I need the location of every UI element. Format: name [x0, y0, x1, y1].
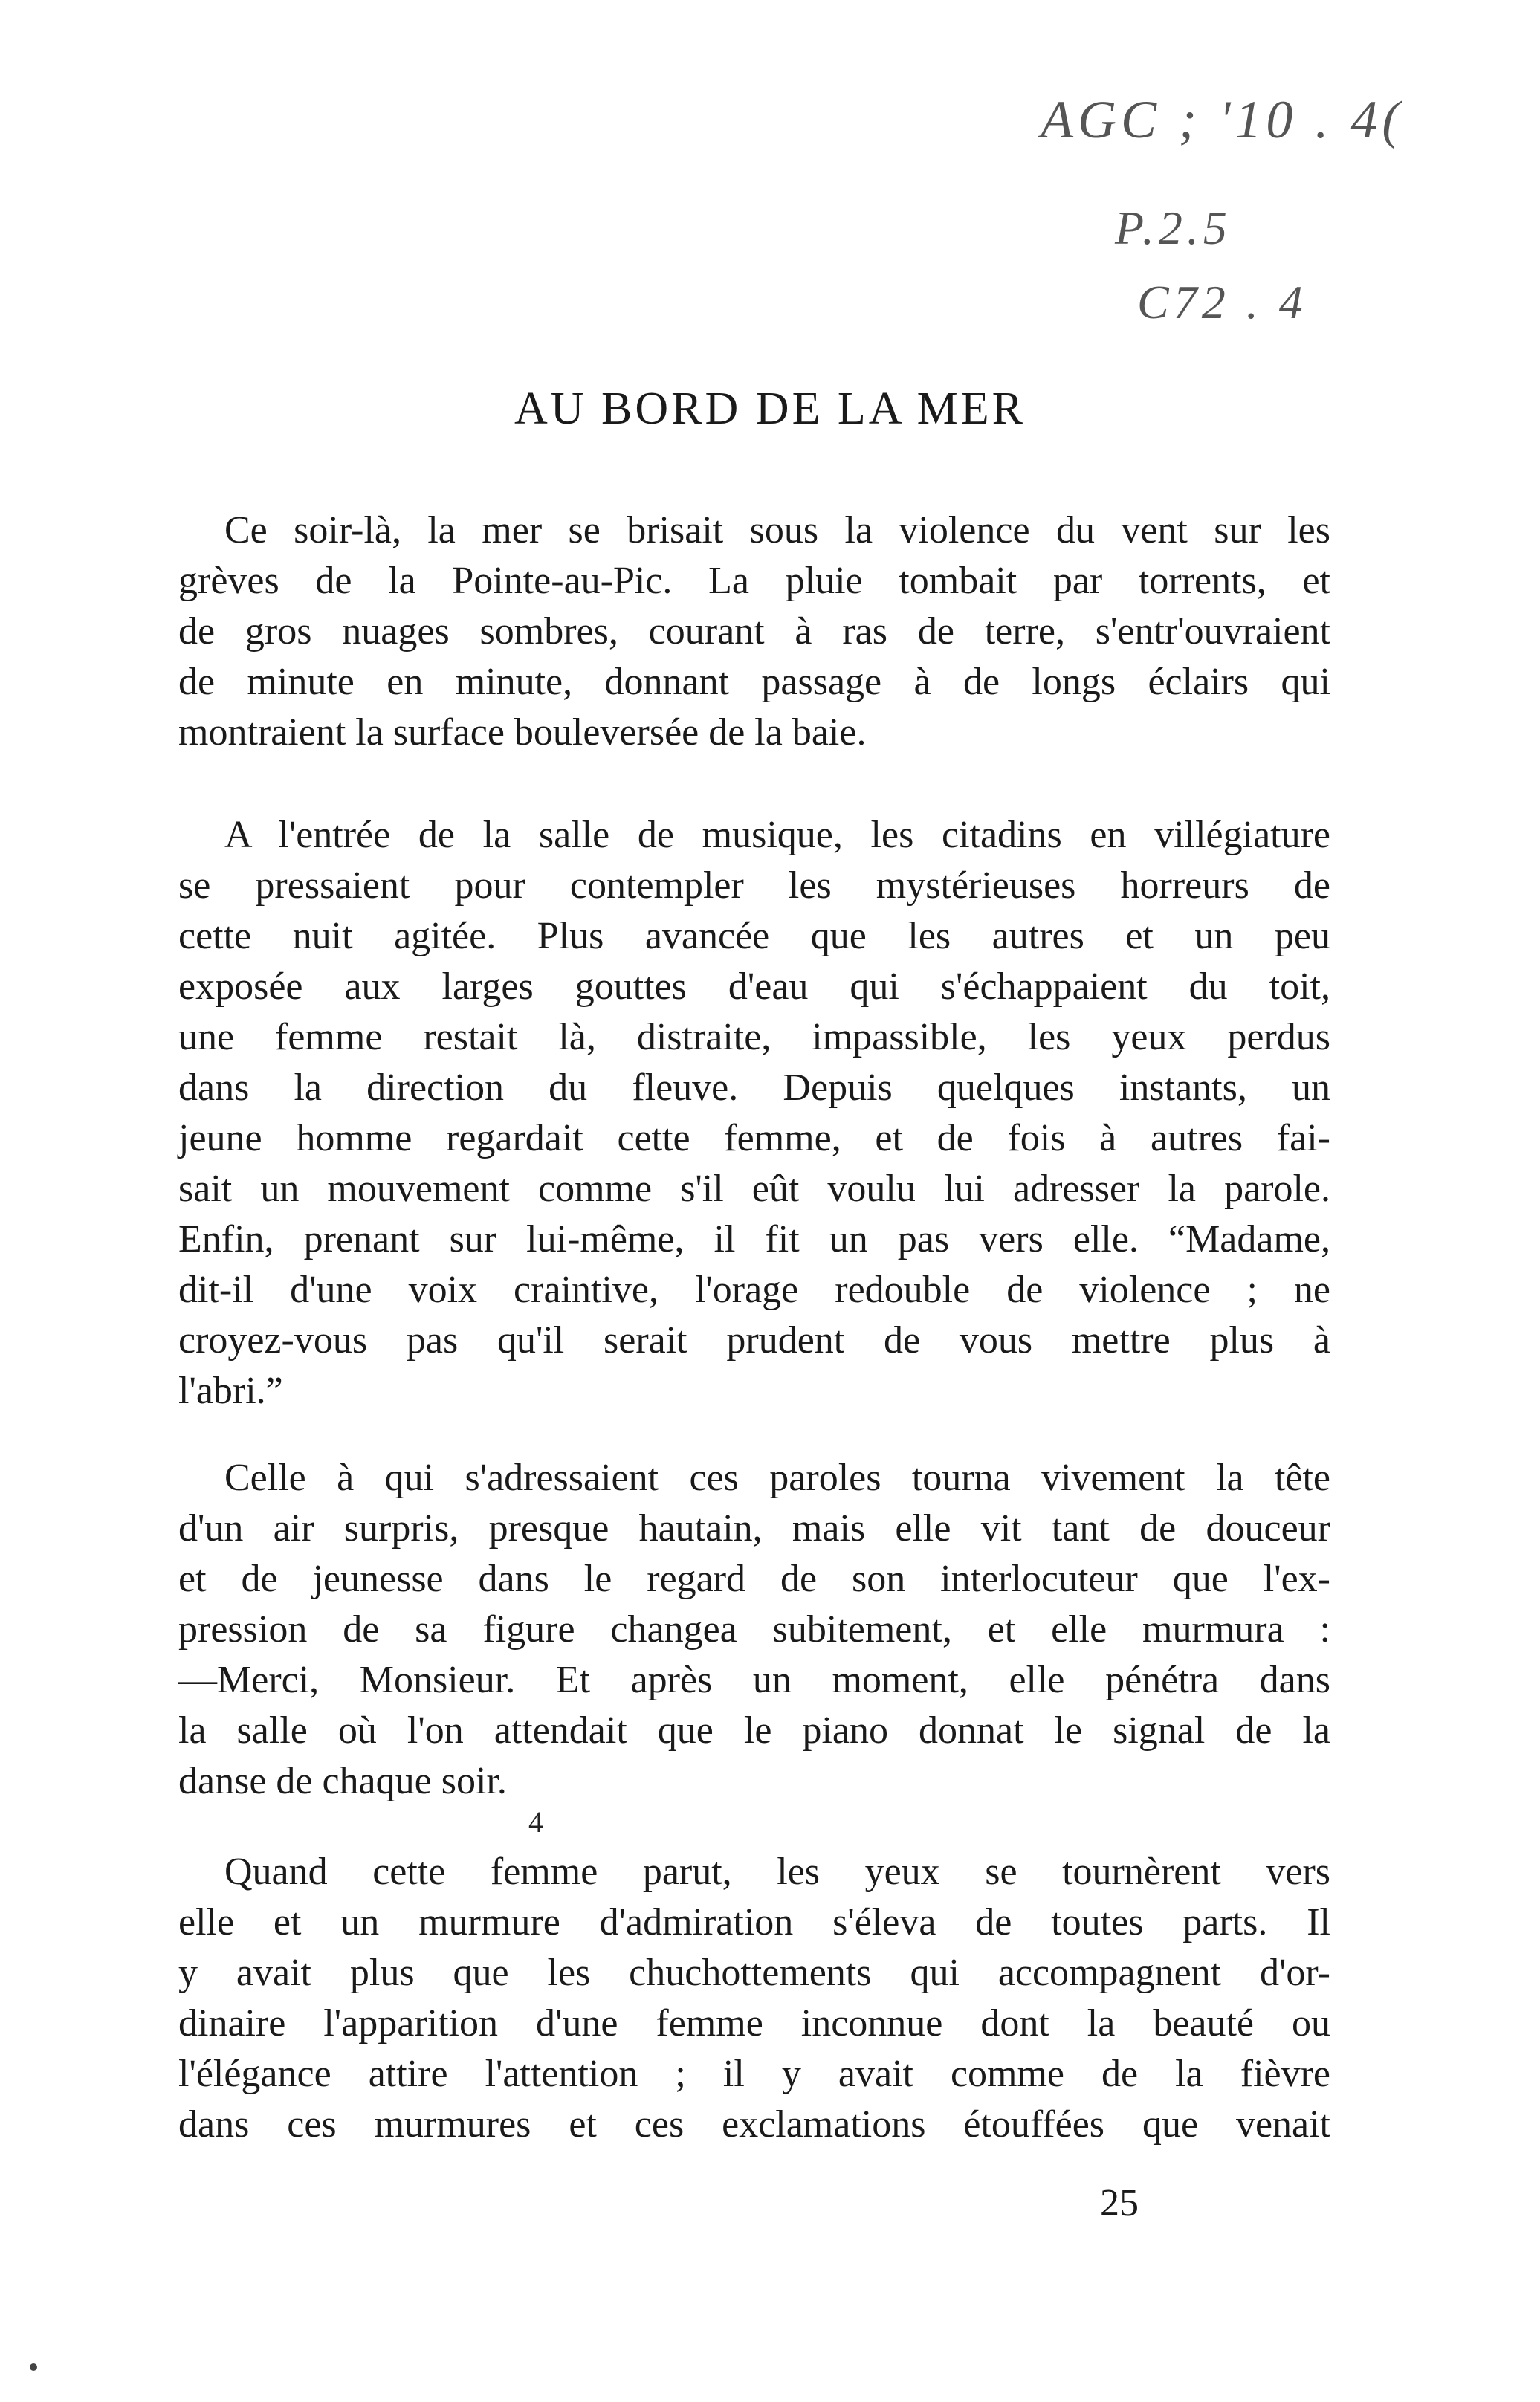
catalog-stamp-line-2: P.2.5: [1115, 201, 1232, 254]
text-line: jeune homme regardait cette femme, et de fois à autres fai-: [178, 1117, 1330, 1159]
text-line: d'un air surpris, presque hautain, mais elle vit tant de douceur: [178, 1507, 1330, 1550]
paragraph-2: [178, 810, 1330, 1417]
text-line: se pressaient pour contempler les mystérieuses horreurs de: [178, 864, 1330, 907]
paragraph-1: [178, 505, 1330, 758]
text-line: de gros nuages sombres, courant à ras de terre, s'entr'ouvraient: [178, 610, 1330, 653]
text-line: Enfin, prenant sur lui-même, il fit un pas vers elle. “Madame,: [178, 1218, 1330, 1260]
scan-speck: [30, 2363, 37, 2371]
text-line: pression de sa figure changea subitement, et elle murmura :: [178, 1608, 1330, 1651]
text-line: Quand cette femme parut, les yeux se tournèrent vers: [224, 1851, 1330, 1893]
text-line: de minute en minute, donnant passage à de longs éclairs qui: [178, 661, 1330, 703]
catalog-stamp-line-1: AGC ; '10 . 4(: [1041, 90, 1405, 149]
text-line: danse de chaque soir.: [178, 1760, 507, 1802]
text-line: sait un mouvement comme s'il eût voulu lui adresser la parole.: [178, 1168, 1330, 1210]
text-line: cette nuit agitée. Plus avancée que les autres et un peu: [178, 915, 1330, 957]
text-line: croyez-vous pas qu'il serait prudent de vous mettre plus à: [178, 1319, 1330, 1362]
text-line: et de jeunesse dans le regard de son interlocuteur que l'ex-: [178, 1558, 1330, 1600]
text-line: Celle à qui s'adressaient ces paroles tourna vivement la tête: [224, 1457, 1330, 1499]
text-line: dinaire l'apparition d'une femme inconnue dont la beauté ou: [178, 2002, 1330, 2045]
text-line: elle et un murmure d'admiration s'éleva de toutes parts. Il: [178, 1901, 1330, 1943]
text-line: dit-il d'une voix craintive, l'orage redouble de violence ; ne: [178, 1269, 1330, 1311]
text-line: l'abri.”: [178, 1370, 283, 1412]
chapter-title: AU BORD DE LA MER: [514, 383, 1026, 434]
catalog-stamp-line-3: C72 . 4: [1137, 276, 1307, 328]
paragraph-3: [178, 1453, 1330, 1807]
text-line: grèves de la Pointe-au-Pic. La pluie tombait par torrents, et: [178, 560, 1330, 602]
text-line: y avait plus que les chuchottements qui accompagnent d'or-: [178, 1952, 1330, 1994]
text-line: —Merci, Monsieur. Et après un moment, elle pénétra dans: [178, 1659, 1330, 1701]
text-line: Ce soir-là, la mer se brisait sous la violence du vent sur les: [224, 509, 1330, 551]
text-line: l'élégance attire l'attention ; il y avait comme de la fièvre: [178, 2053, 1330, 2095]
text-line: une femme restait là, distraite, impassible, les yeux perdus: [178, 1016, 1330, 1058]
text-line: dans ces murmures et ces exclamations étouffées que venait: [178, 2103, 1330, 2146]
page-number: 25: [1100, 2182, 1139, 2224]
text-line: la salle où l'on attendait que le piano donnat le signal de la: [178, 1709, 1330, 1752]
text-line: exposée aux larges gouttes d'eau qui s'échappaient du toit,: [178, 965, 1330, 1008]
text-line: dans la direction du fleuve. Depuis quelques instants, un: [178, 1066, 1330, 1109]
stray-print-mark: 4: [528, 1805, 543, 1839]
text-line: A l'entrée de la salle de musique, les citadins en villégiature: [224, 814, 1330, 856]
text-line: montraient la surface bouleversée de la baie.: [178, 711, 867, 754]
paragraph-4: [178, 1847, 1330, 2150]
